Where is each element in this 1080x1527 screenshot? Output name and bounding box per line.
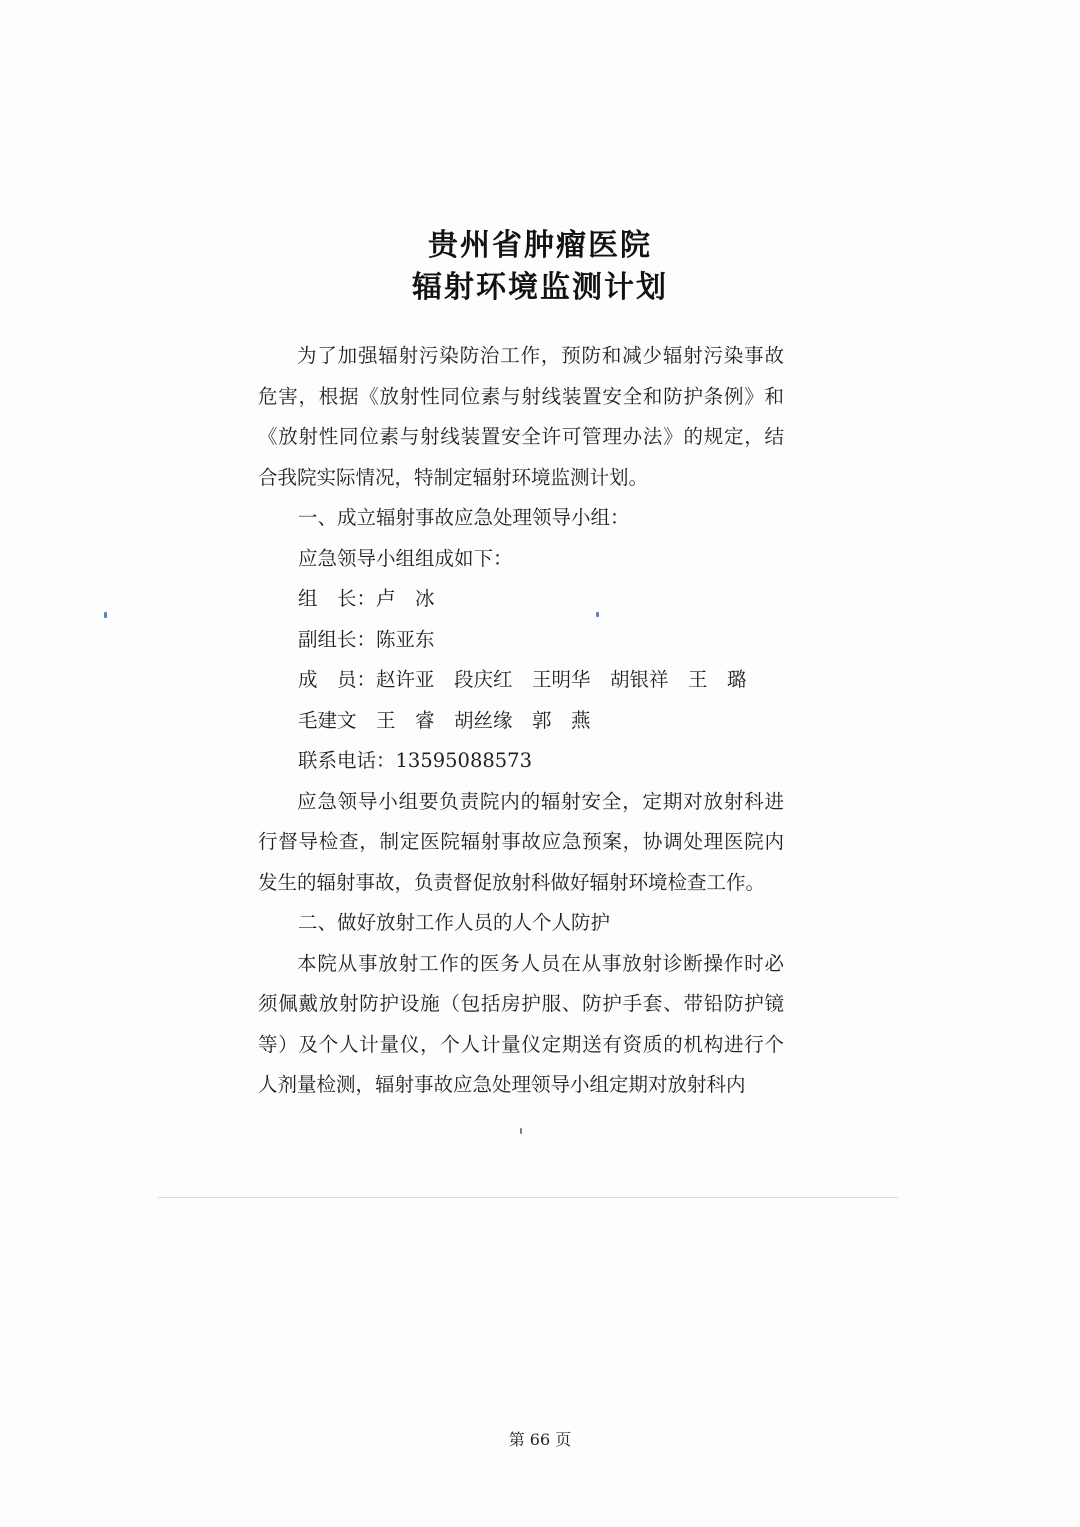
deputy-line: 副组长：陈亚东 (298, 627, 435, 651)
section2-heading: 二、做好放射工作人员的人个人防护 (298, 911, 611, 934)
document-title-plan: 辐射环境监测计划 (412, 270, 668, 305)
section1-heading: 一、成立辐射事故应急处理领导小组： (298, 506, 630, 529)
page-divider-line (158, 1197, 898, 1198)
section1-description: 应急领导小组要负责院内的辐射安全，定期对放射科进行督导检查，制定医院辐射事故应急预案，协调处理医院内发生的辐射事故，负责督促放射科做好辐射环境检查工作。 (258, 789, 784, 894)
scan-speck-mark (104, 612, 107, 618)
scan-speck-mark (520, 1128, 522, 1134)
section2-body: 本院从事放射工作的医务人员在从事放射诊断操作时必须佩戴放射防护设施（包括房护服、防护手套、带铅防护镜等）及个人计量仪，个人计量仪定期送有资质的机构进行个人剂量检测，辐射事故应急处理领导小组定期对放射科内 (258, 951, 784, 1096)
document-body (258, 336, 784, 1106)
section1-subheading: 应急领导小组组成如下： (298, 546, 513, 570)
members-line-2: 毛建文 王 睿 胡丝缘 郭 燕 (298, 708, 591, 732)
document-title-hospital: 贵州省肿瘤医院 (428, 228, 652, 263)
intro-paragraph: 为了加强辐射污染防治工作，预防和减少辐射污染事故危害，根据《放射性同位素与射线装置安全和防护条例》和《放射性同位素与射线装置安全许可管理办法》的规定，结合我院实际情况，特制定辐射环境监测计划。 (258, 344, 784, 489)
leader-line: 组 长：卢 冰 (298, 587, 435, 610)
page-number: 第 66 页 (508, 1430, 572, 1449)
scan-speck-mark (596, 612, 599, 617)
members-line-1: 成 员：赵许亚 段庆红 王明华 胡银祥 王 璐 (298, 668, 747, 691)
contact-phone: 联系电话：13595088573 (298, 749, 532, 772)
